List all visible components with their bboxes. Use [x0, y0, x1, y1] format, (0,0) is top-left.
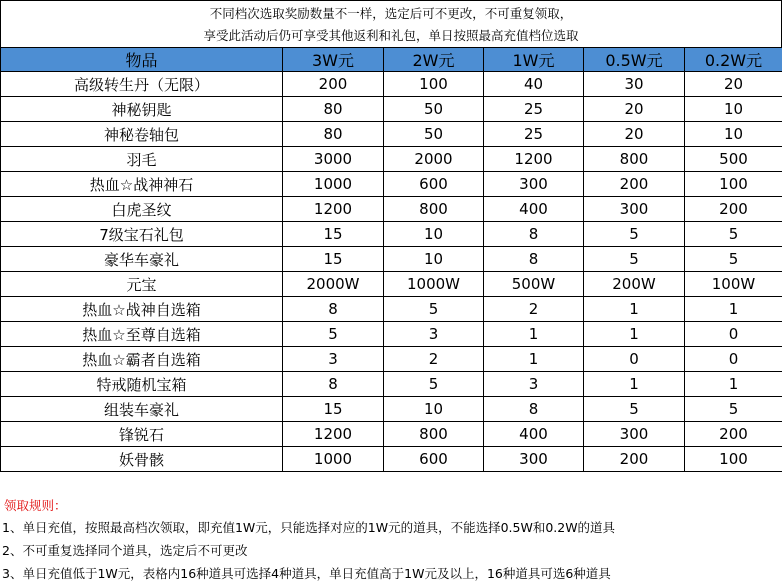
- table-row: [1, 122, 782, 147]
- item-quantity-cell: 400: [484, 422, 584, 447]
- item-quantity-cell: 200: [685, 422, 782, 447]
- item-quantity-cell: 600: [384, 172, 484, 197]
- item-quantity-cell: 600: [384, 447, 484, 472]
- item-quantity-cell: 8: [484, 397, 584, 422]
- table-row: [1, 247, 782, 272]
- item-quantity-cell: 3: [384, 322, 484, 347]
- item-name-cell: 元宝: [1, 272, 283, 297]
- item-quantity-cell: 200: [584, 447, 685, 472]
- item-quantity-cell: 300: [484, 447, 584, 472]
- item-name-cell: 锋锐石: [1, 422, 283, 447]
- item-quantity-cell: 8: [283, 372, 384, 397]
- item-quantity-cell: 5: [584, 397, 685, 422]
- header-tier-0.2w: 0.2W元: [685, 48, 782, 72]
- item-quantity-cell: 200: [584, 172, 685, 197]
- item-quantity-cell: 0: [685, 347, 782, 372]
- item-quantity-cell: 1200: [283, 422, 384, 447]
- item-quantity-cell: 200W: [584, 272, 685, 297]
- item-name-cell: 热血☆霸者自选箱: [1, 347, 283, 372]
- notice-line-1: 不同档次选取奖励数量不一样，选定后可不更改，不可重复领取，: [209, 6, 573, 21]
- item-quantity-cell: 8: [484, 222, 584, 247]
- item-quantity-cell: 1: [685, 372, 782, 397]
- item-quantity-cell: 3000: [283, 147, 384, 172]
- item-quantity-cell: 10: [685, 97, 782, 122]
- item-name-cell: 妖骨骸: [1, 447, 283, 472]
- item-quantity-cell: 5: [685, 247, 782, 272]
- header-tier-0.5w: 0.5W元: [584, 48, 685, 72]
- item-name-cell: 热血☆至尊自选箱: [1, 322, 283, 347]
- item-quantity-cell: 2000W: [283, 272, 384, 297]
- item-quantity-cell: 5: [685, 222, 782, 247]
- item-quantity-cell: 1200: [283, 197, 384, 222]
- item-quantity-cell: 80: [283, 122, 384, 147]
- item-name-cell: 组装车豪礼: [1, 397, 283, 422]
- item-quantity-cell: 20: [685, 72, 782, 97]
- item-name-cell: 特戒随机宝箱: [1, 372, 283, 397]
- item-quantity-cell: 5: [384, 297, 484, 322]
- item-quantity-cell: 2000: [384, 147, 484, 172]
- item-quantity-cell: 1: [584, 372, 685, 397]
- notice-box: [0, 0, 782, 47]
- item-quantity-cell: 3: [484, 372, 584, 397]
- item-quantity-cell: 15: [283, 222, 384, 247]
- item-quantity-cell: 300: [584, 422, 685, 447]
- item-quantity-cell: 50: [384, 97, 484, 122]
- item-quantity-cell: 100: [384, 72, 484, 97]
- table-row: [1, 147, 782, 172]
- rule-item-1: 1、单日充值，按照最高档次领取，即充值1W元，只能选择对应的1W元的道具，不能选择0.5W和0.2W的道具: [2, 520, 616, 535]
- item-quantity-cell: 5: [384, 372, 484, 397]
- table-row: [1, 297, 782, 322]
- item-quantity-cell: 8: [484, 247, 584, 272]
- item-quantity-cell: 20: [584, 97, 685, 122]
- item-name-cell: 豪华车豪礼: [1, 247, 283, 272]
- item-quantity-cell: 1: [584, 322, 685, 347]
- table-body: [1, 72, 782, 472]
- item-quantity-cell: 20: [584, 122, 685, 147]
- item-quantity-cell: 500W: [484, 272, 584, 297]
- rule-item-3: 3、单日充值低于1W元，表格内16种道具可选择4种道具，单日充值高于1W元及以上，16种道具可选6种道具: [2, 566, 611, 581]
- item-quantity-cell: 500: [685, 147, 782, 172]
- header-tier-1w: 1W元: [484, 48, 584, 72]
- item-quantity-cell: 1: [584, 297, 685, 322]
- item-quantity-cell: 1200: [484, 147, 584, 172]
- item-quantity-cell: 25: [484, 122, 584, 147]
- item-quantity-cell: 1000: [283, 172, 384, 197]
- table-row: [1, 372, 782, 397]
- item-quantity-cell: 3: [283, 347, 384, 372]
- item-name-cell: 热血☆战神神石: [1, 172, 283, 197]
- table-row: [1, 197, 782, 222]
- item-quantity-cell: 25: [484, 97, 584, 122]
- item-quantity-cell: 1: [484, 347, 584, 372]
- item-quantity-cell: 1000W: [384, 272, 484, 297]
- rewards-table: [0, 47, 782, 472]
- table-row: [1, 397, 782, 422]
- item-quantity-cell: 0: [584, 347, 685, 372]
- item-quantity-cell: 1: [685, 297, 782, 322]
- table-row: [1, 447, 782, 472]
- item-quantity-cell: 5: [685, 397, 782, 422]
- item-quantity-cell: 2: [484, 297, 584, 322]
- table-row: [1, 97, 782, 122]
- table-row: [1, 347, 782, 372]
- item-quantity-cell: 400: [484, 197, 584, 222]
- item-name-cell: 高级转生丹（无限）: [1, 72, 283, 97]
- item-quantity-cell: 100: [685, 447, 782, 472]
- item-quantity-cell: 100W: [685, 272, 782, 297]
- item-name-cell: 神秘卷轴包: [1, 122, 283, 147]
- rules-title: 领取规则：: [4, 498, 67, 513]
- header-tier-3w: 3W元: [283, 48, 384, 72]
- table-row: [1, 322, 782, 347]
- item-quantity-cell: 1000: [283, 447, 384, 472]
- table-row: [1, 72, 782, 97]
- item-quantity-cell: 800: [384, 422, 484, 447]
- header-row: [1, 48, 782, 72]
- table-row: [1, 422, 782, 447]
- table-row: [1, 222, 782, 247]
- item-quantity-cell: 200: [685, 197, 782, 222]
- item-quantity-cell: 5: [584, 247, 685, 272]
- item-name-cell: 羽毛: [1, 147, 283, 172]
- item-name-cell: 神秘钥匙: [1, 97, 283, 122]
- item-quantity-cell: 8: [283, 297, 384, 322]
- item-quantity-cell: 15: [283, 247, 384, 272]
- item-quantity-cell: 10: [384, 247, 484, 272]
- item-name-cell: 白虎圣纹: [1, 197, 283, 222]
- item-quantity-cell: 300: [584, 197, 685, 222]
- table-row: [1, 172, 782, 197]
- item-quantity-cell: 5: [283, 322, 384, 347]
- item-quantity-cell: 5: [584, 222, 685, 247]
- item-quantity-cell: 100: [685, 172, 782, 197]
- table-row: [1, 272, 782, 297]
- item-quantity-cell: 800: [384, 197, 484, 222]
- item-quantity-cell: 2: [384, 347, 484, 372]
- rules-section: [0, 496, 782, 584]
- item-quantity-cell: 50: [384, 122, 484, 147]
- item-name-cell: 热血☆战神自选箱: [1, 297, 283, 322]
- item-quantity-cell: 10: [384, 397, 484, 422]
- header-tier-2w: 2W元: [384, 48, 484, 72]
- item-quantity-cell: 0: [685, 322, 782, 347]
- item-quantity-cell: 300: [484, 172, 584, 197]
- item-quantity-cell: 200: [283, 72, 384, 97]
- item-quantity-cell: 80: [283, 97, 384, 122]
- item-name-cell: 7级宝石礼包: [1, 222, 283, 247]
- item-quantity-cell: 30: [584, 72, 685, 97]
- item-quantity-cell: 40: [484, 72, 584, 97]
- item-quantity-cell: 1: [484, 322, 584, 347]
- item-quantity-cell: 15: [283, 397, 384, 422]
- rule-item-2: 2、不可重复选择同个道具，选定后不可更改: [2, 543, 248, 558]
- header-item: 物品: [1, 48, 283, 72]
- item-quantity-cell: 10: [685, 122, 782, 147]
- notice-line-2: 享受此活动后仍可享受其他返利和礼包，单日按照最高充值档位选取: [203, 28, 579, 43]
- item-quantity-cell: 800: [584, 147, 685, 172]
- item-quantity-cell: 10: [384, 222, 484, 247]
